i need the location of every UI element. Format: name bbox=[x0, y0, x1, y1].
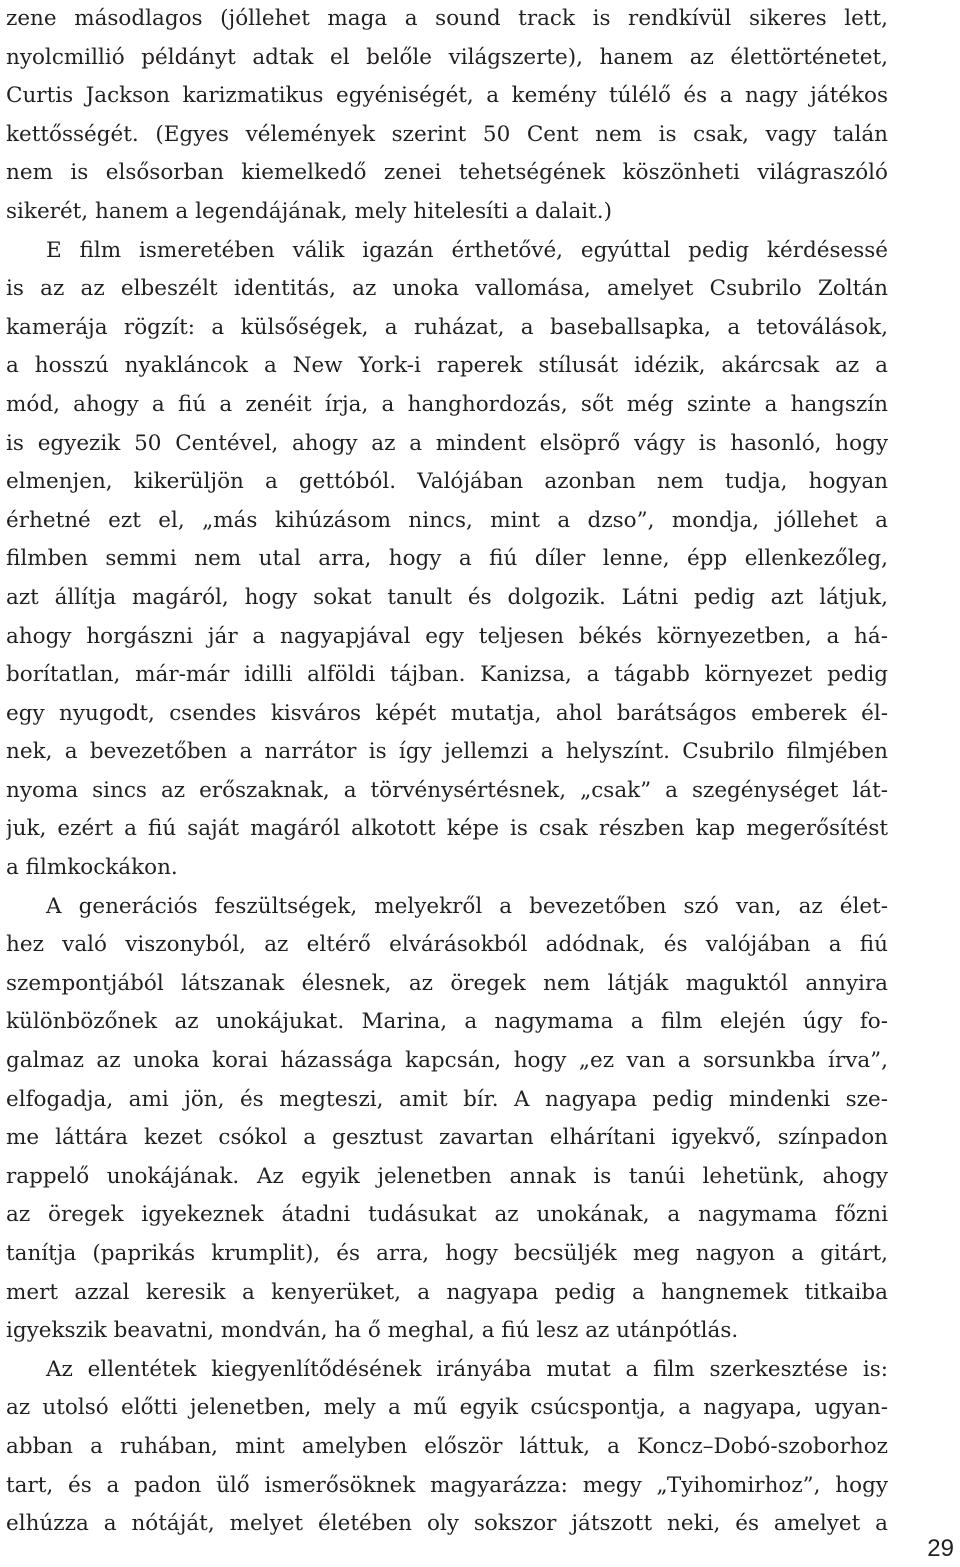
text-line: filmben semmi nem utal arra, hogy a fiú díler lenne, épp ellenkezőleg, bbox=[6, 546, 888, 572]
text-line: érhetné ezt el, „más kihúzásom nincs, mint a dzso”, mondja, jóllehet a bbox=[6, 507, 888, 533]
text-line: rappelő unokájának. Az egyik jelenetben annak is tanúi lehetünk, ahogy bbox=[6, 1163, 888, 1189]
text-line: galmaz az unoka korai házassága kapcsán, hogy „ez van a sorsunkba írva”, bbox=[6, 1048, 888, 1074]
text-line: nyolcmillió példányt adtak el belőle világszerte), hanem az élettörténetet, bbox=[6, 44, 888, 70]
text-line: A generációs feszültségek, melyekről a bevezetőben szó van, az élet- bbox=[46, 893, 888, 919]
text-line: Az ellentétek kiegyenlítődésének irányába mutat a film szerkesztése is: bbox=[46, 1356, 888, 1382]
text-line: az utolsó előtti jelenetben, mely a mű egyik csúcspontja, a nagyapa, ugyan- bbox=[6, 1395, 888, 1421]
text-line: sikerét, hanem a legendájának, mely hitelesíti a dalait.) bbox=[6, 198, 613, 224]
text-line: abban a ruhában, mint amelyben először láttuk, a Koncz–Dobó-szoborhoz bbox=[6, 1433, 888, 1459]
page-number: 29 bbox=[927, 1535, 954, 1562]
text-line: kamerája rögzít: a külsőségek, a ruházat, a baseballsapka, a tetoválások, bbox=[6, 314, 888, 340]
text-line: kettősségét. (Egyes vélemények szerint 50 Cent nem is csak, vagy talán bbox=[6, 121, 888, 147]
text-line: egy nyugodt, csendes kisváros képét mutatja, ahol barátságos emberek él- bbox=[6, 700, 888, 726]
text-line: is egyezik 50 Centével, ahogy az a mindent elsöprő vágy is hasonló, hogy bbox=[6, 430, 888, 456]
text-line: juk, ezért a fiú saját magáról alkotott képe is csak részben kap megerősítést bbox=[6, 816, 888, 842]
text-line: tart, és a padon ülő ismerősöknek magyarázza: megy „Tyihomirhoz”, hogy bbox=[6, 1472, 888, 1498]
text-line: Curtis Jackson karizmatikus egyéniségét, a kemény túlélő és a nagy játékos bbox=[6, 83, 888, 109]
text-line: a hosszú nyakláncok a New York-i raperek stílusát idézik, akárcsak az a bbox=[6, 353, 888, 379]
document-page bbox=[6, 0, 888, 1544]
text-line: szempontjából látszanak élesnek, az öregek nem látják maguktól annyira bbox=[6, 970, 888, 996]
text-line: borítatlan, már-már idilli alföldi tájban. Kanizsa, a tágabb környezet pedig bbox=[6, 662, 888, 688]
text-line: zene másodlagos (jóllehet maga a sound track is rendkívül sikeres lett, bbox=[6, 6, 888, 31]
text-line: elhúzza a nótáját, melyet életében oly sokszor játszott neki, és amelyet a bbox=[6, 1511, 888, 1537]
text-line: különbözőnek az unokájukat. Marina, a nagymama a film elején úgy fo- bbox=[6, 1009, 888, 1035]
text-line: nek, a bevezetőben a narrátor is így jellemzi a helyszínt. Csubrilo filmjében bbox=[6, 739, 888, 765]
text-line: is az az elbeszélt identitás, az unoka vallomása, amelyet Csubrilo Zoltán bbox=[6, 276, 888, 302]
text-line: a filmkockákon. bbox=[6, 855, 178, 881]
text-line: mód, ahogy a fiú a zenéit írja, a hanghordozás, sőt még szinte a hangszín bbox=[6, 391, 888, 417]
text-line: nyoma sincs az erőszaknak, a törvénysértésnek, „csak” a szegénységet lát- bbox=[6, 777, 888, 803]
text-line: tanítja (paprikás krumplit), és arra, hogy becsüljék meg nagyon a gitárt, bbox=[6, 1241, 888, 1266]
text-line: mert azzal keresik a kenyerüket, a nagyapa pedig a hangnemek titkaiba bbox=[6, 1279, 888, 1305]
text-line: hez való viszonyból, az eltérő elvárásokból adódnak, és valójában a fiú bbox=[6, 932, 888, 958]
text-line: elmenjen, kikerüljön a gettóból. Valójában azonban nem tudja, hogyan bbox=[6, 469, 888, 495]
text-line: elfogadja, ami jön, és megteszi, amit bír. A nagyapa pedig mindenki sze- bbox=[6, 1086, 888, 1112]
text-line: ahogy horgászni jár a nagyapjával egy teljesen békés környezetben, a há- bbox=[6, 623, 888, 649]
text-line: nem is elsősorban kiemelkedő zenei tehetségének köszönheti világraszóló bbox=[6, 160, 888, 186]
text-line: az öregek igyekeznek átadni tudásukat az unokának, a nagymama főzni bbox=[6, 1202, 888, 1228]
text-line: igyekszik beavatni, mondván, ha ő meghal, a fiú lesz az utánpótlás. bbox=[6, 1318, 739, 1344]
text-line: E film ismeretében válik igazán érthetővé, egyúttal pedig kérdésessé bbox=[46, 237, 888, 263]
text-line: azt állítja magáról, hogy sokat tanult és dolgozik. Látni pedig azt látjuk, bbox=[6, 584, 888, 610]
text-line: me láttára kezet csókol a gesztust zavartan elhárítani igyekvő, színpadon bbox=[6, 1125, 888, 1151]
